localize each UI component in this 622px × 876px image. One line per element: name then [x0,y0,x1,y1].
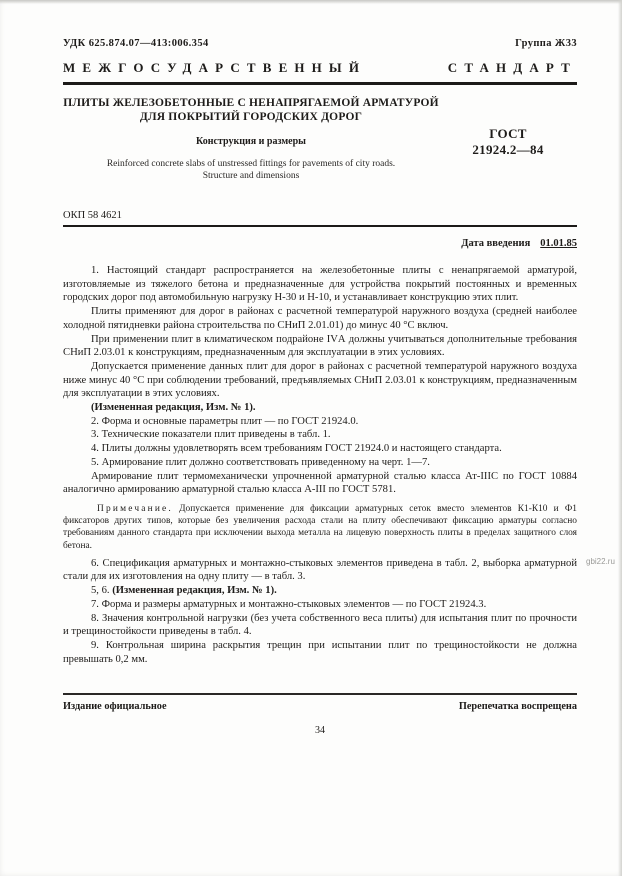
text-run: 5, 6. [91,585,113,597]
text-run: 1. Настоящий стандарт распространяется на железобетонные плиты с ненапрягаемой арматурой, изготовляемые из тяжелого бетона и предназначенные для устройства покрытий постоянных и временных городских дорог под автомобильную нагрузку Н-30 и Н-10, и устанавливает конструкцию этих плит. [63,265,577,304]
text-run: Примечание. [97,503,173,514]
title-line-1: ПЛИТЫ ЖЕЛЕЗОБЕТОННЫЕ С НЕНАПРЯГАЕМОЙ АРМАТУРОЙ [63,96,439,109]
date-label: Дата введения [461,238,531,249]
standard-body-text [63,264,577,666]
gost-designation [439,126,577,159]
site-watermark: gbi22.ru [586,557,615,566]
text-run: Допускается применение данных плит для дорог в районах с расчетной температурой наружного воздуха ниже минус 40 °С при соблюдении требований, предъявляемых СНиП 2.03.01 к конструкциям, предназначенным для эксплуатации в этих условиях. [63,360,577,400]
text-run: 4. Плиты должны удовлетворять всем требованиям ГОСТ 21924.0 и настоящего стандарта. [91,443,502,455]
title-block [63,96,577,204]
paragraph [63,584,577,598]
gost-number: 21924.2—84 [472,142,544,157]
text-run: (Измененная редакция, Изм. № 1). [112,585,277,597]
paragraph [63,428,577,442]
paragraph [63,360,577,401]
text-run: 7. Форма и размеры арматурных и монтажно-стыковых элементов — по ГОСТ 21924.3. [91,598,487,610]
text-run: (Измененная редакция, Изм. № 1). [91,402,256,414]
introduction-date [63,238,577,249]
standard-type-heading [63,60,577,76]
title-english-line-1: Reinforced concrete slabs of unstressed fittings for pavements of city roads. [106,158,396,169]
paragraph [63,598,577,612]
text-run: Плиты применяют для дорог в районах с расчетной температурой наружного воздуха (средней наиболее холодной пятидневки района строительства по СНиП 2.01.01) до минус 40 °С включ. [63,306,577,331]
okp-code: ОКП 58 4621 [63,209,122,221]
paragraph [63,264,577,305]
edition-note: Издание официальное [63,700,167,712]
title-column [63,96,439,183]
date-value: 01.01.85 [540,238,577,249]
standard-type-word1: МЕЖГОСУДАРСТВЕННЫЙ [63,60,367,75]
text-run: 6. Спецификация арматурных и монтажно-стыковых элементов приведена в табл. 2, выборка арматурной стали для их изготовления на одну плиту — в табл. 3. [63,557,577,583]
paragraph [63,442,577,456]
paragraph [63,415,577,429]
paragraph [63,305,577,332]
title-english [63,158,439,183]
page-number: 34 [315,724,325,736]
footer-row [63,701,577,712]
title-english-line-2: Structure and dimensions [202,171,300,181]
text-run: 3. Технические показатели плит приведены в табл. 1. [91,429,331,441]
paragraph [63,557,577,584]
text-run: 5. Армирование плит должно соответствовать приведенному на черт. 1—7. [91,456,430,468]
text-run: 2. Форма и основные параметры плит — по ГОСТ 21924.0. [91,415,359,427]
text-run: 8. Значения контрольной нагрузки (без учета собственного веса плиты) для испытания плит по прочности и трещиностойкости приведены в табл. 4. [63,612,577,638]
paragraph [63,612,577,639]
text-run: При применении плит в климатическом подрайоне IVА должны учитываться дополнительные требования СНиП 2.03.01 к конструкциям, предназначенным для эксплуатации в этих условиях. [63,333,577,359]
paragraph [63,401,577,415]
document-title [63,96,439,124]
paragraph [63,470,577,497]
udk-code: УДК 625.874.07—413:006.354 [63,38,209,49]
header-rule [63,82,577,85]
reprint-note: Перепечатка воспрещена [458,700,577,712]
paragraph [63,503,577,552]
footer-rule [63,693,577,694]
standard-type-word2: СТАНДАРТ [447,60,577,75]
gost-label: ГОСТ [489,125,527,141]
text-run: Допускается применение для фиксации арматурных сеток вместо элементов К1-К10 и Ф1 фиксаторов других типов, которые без увеличения расхода стали на плиту обеспечивают фиксацию арматуры согласно требованиям данного стандарта при исключении выхода металла на лицевую поверхность плиты в пределах защитного слоя бетона. [63,503,577,551]
okp-rule [63,225,577,228]
title-line-2: ДЛЯ ПОКРЫТИЙ ГОРОДСКИХ ДОРОГ [139,110,363,123]
paragraph [63,456,577,470]
page-content [63,0,577,736]
group-code: Группа Ж33 [515,38,577,49]
paragraph [63,639,577,666]
paragraph [63,333,577,360]
classification-row [63,38,577,49]
text-run: Армирование плит термомеханически упрочненной арматурной сталью класса Ат-IIIС по ГОСТ 10884 аналогично армированию арматурной сталью класса А-III по ГОСТ 5781. [63,470,577,496]
document-subtitle: Конструкция и размеры [196,135,306,147]
text-run: 9. Контрольная ширина раскрытия трещин при испытании плит по трещиностойкости не должна превышать 0,2 мм. [63,639,577,665]
